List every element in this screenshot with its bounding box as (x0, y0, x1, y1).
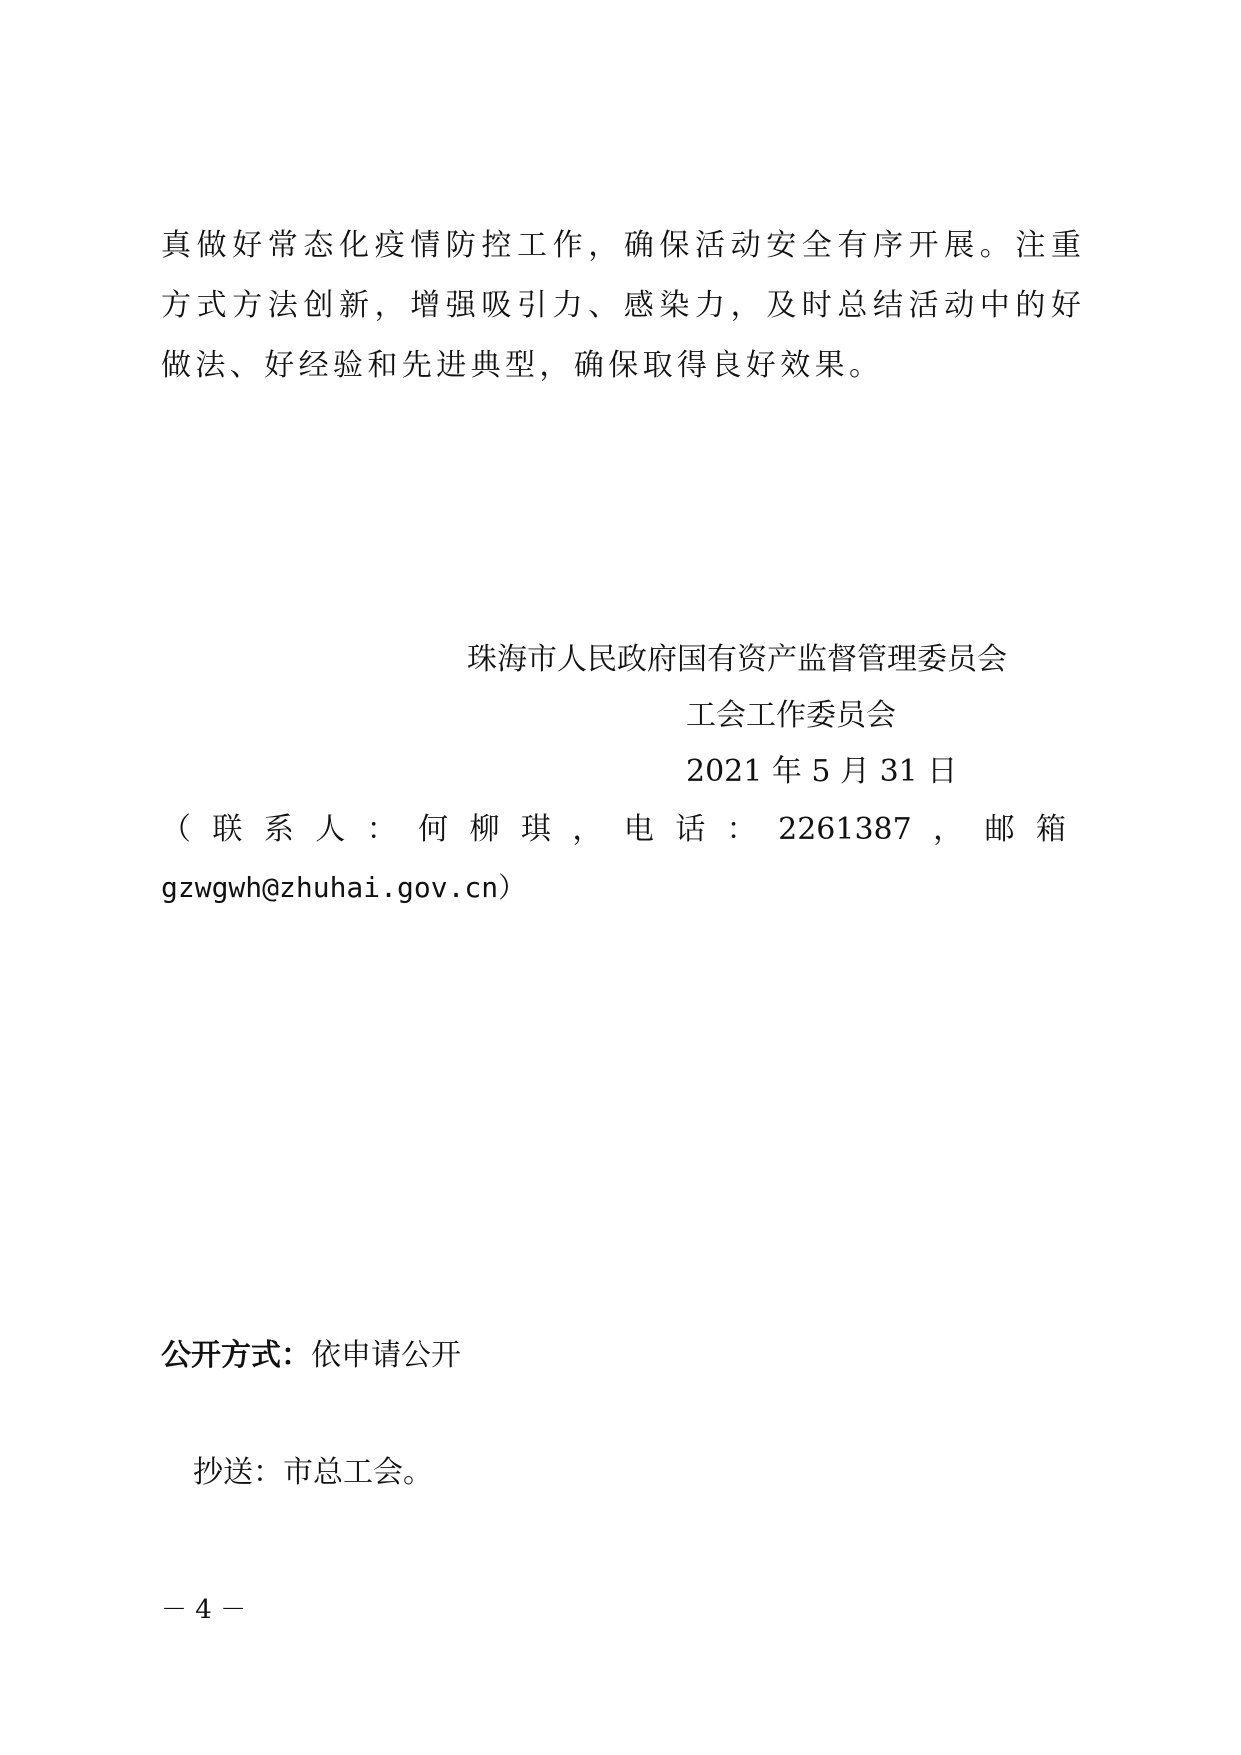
cc-recipients: 抄送：市总工会。 (193, 1455, 433, 1490)
body-text-line-3: 做法、好经验和先进典型，确保取得良好效果。 (161, 348, 884, 383)
signature-organization: 珠海市人民政府国有资产监督管理委员会 (467, 642, 1007, 677)
body-text-line-1: 真做好常态化疫情防控工作，确保活动安全有序开展。注重 (161, 228, 1081, 263)
disclosure-value: 依申请公开 (311, 1338, 461, 1373)
disclosure-label: 公开方式： (161, 1338, 311, 1373)
signature-committee: 工会工作委员会 (686, 698, 896, 733)
body-text-line-2: 方式方法创新，增强吸引力、感染力，及时总结活动中的好 (161, 288, 1081, 323)
contact-info-line-1: （联系人：何柳琪，电话：2261387，邮箱 (161, 812, 1066, 847)
disclosure-method (161, 1336, 461, 1376)
signature-date: 2021 年 5 月 31 日 (686, 754, 958, 789)
page-number: － 4 － (161, 1595, 247, 1625)
contact-info-line-2: gzwgwh@zhuhai.gov.cn） (161, 871, 527, 904)
